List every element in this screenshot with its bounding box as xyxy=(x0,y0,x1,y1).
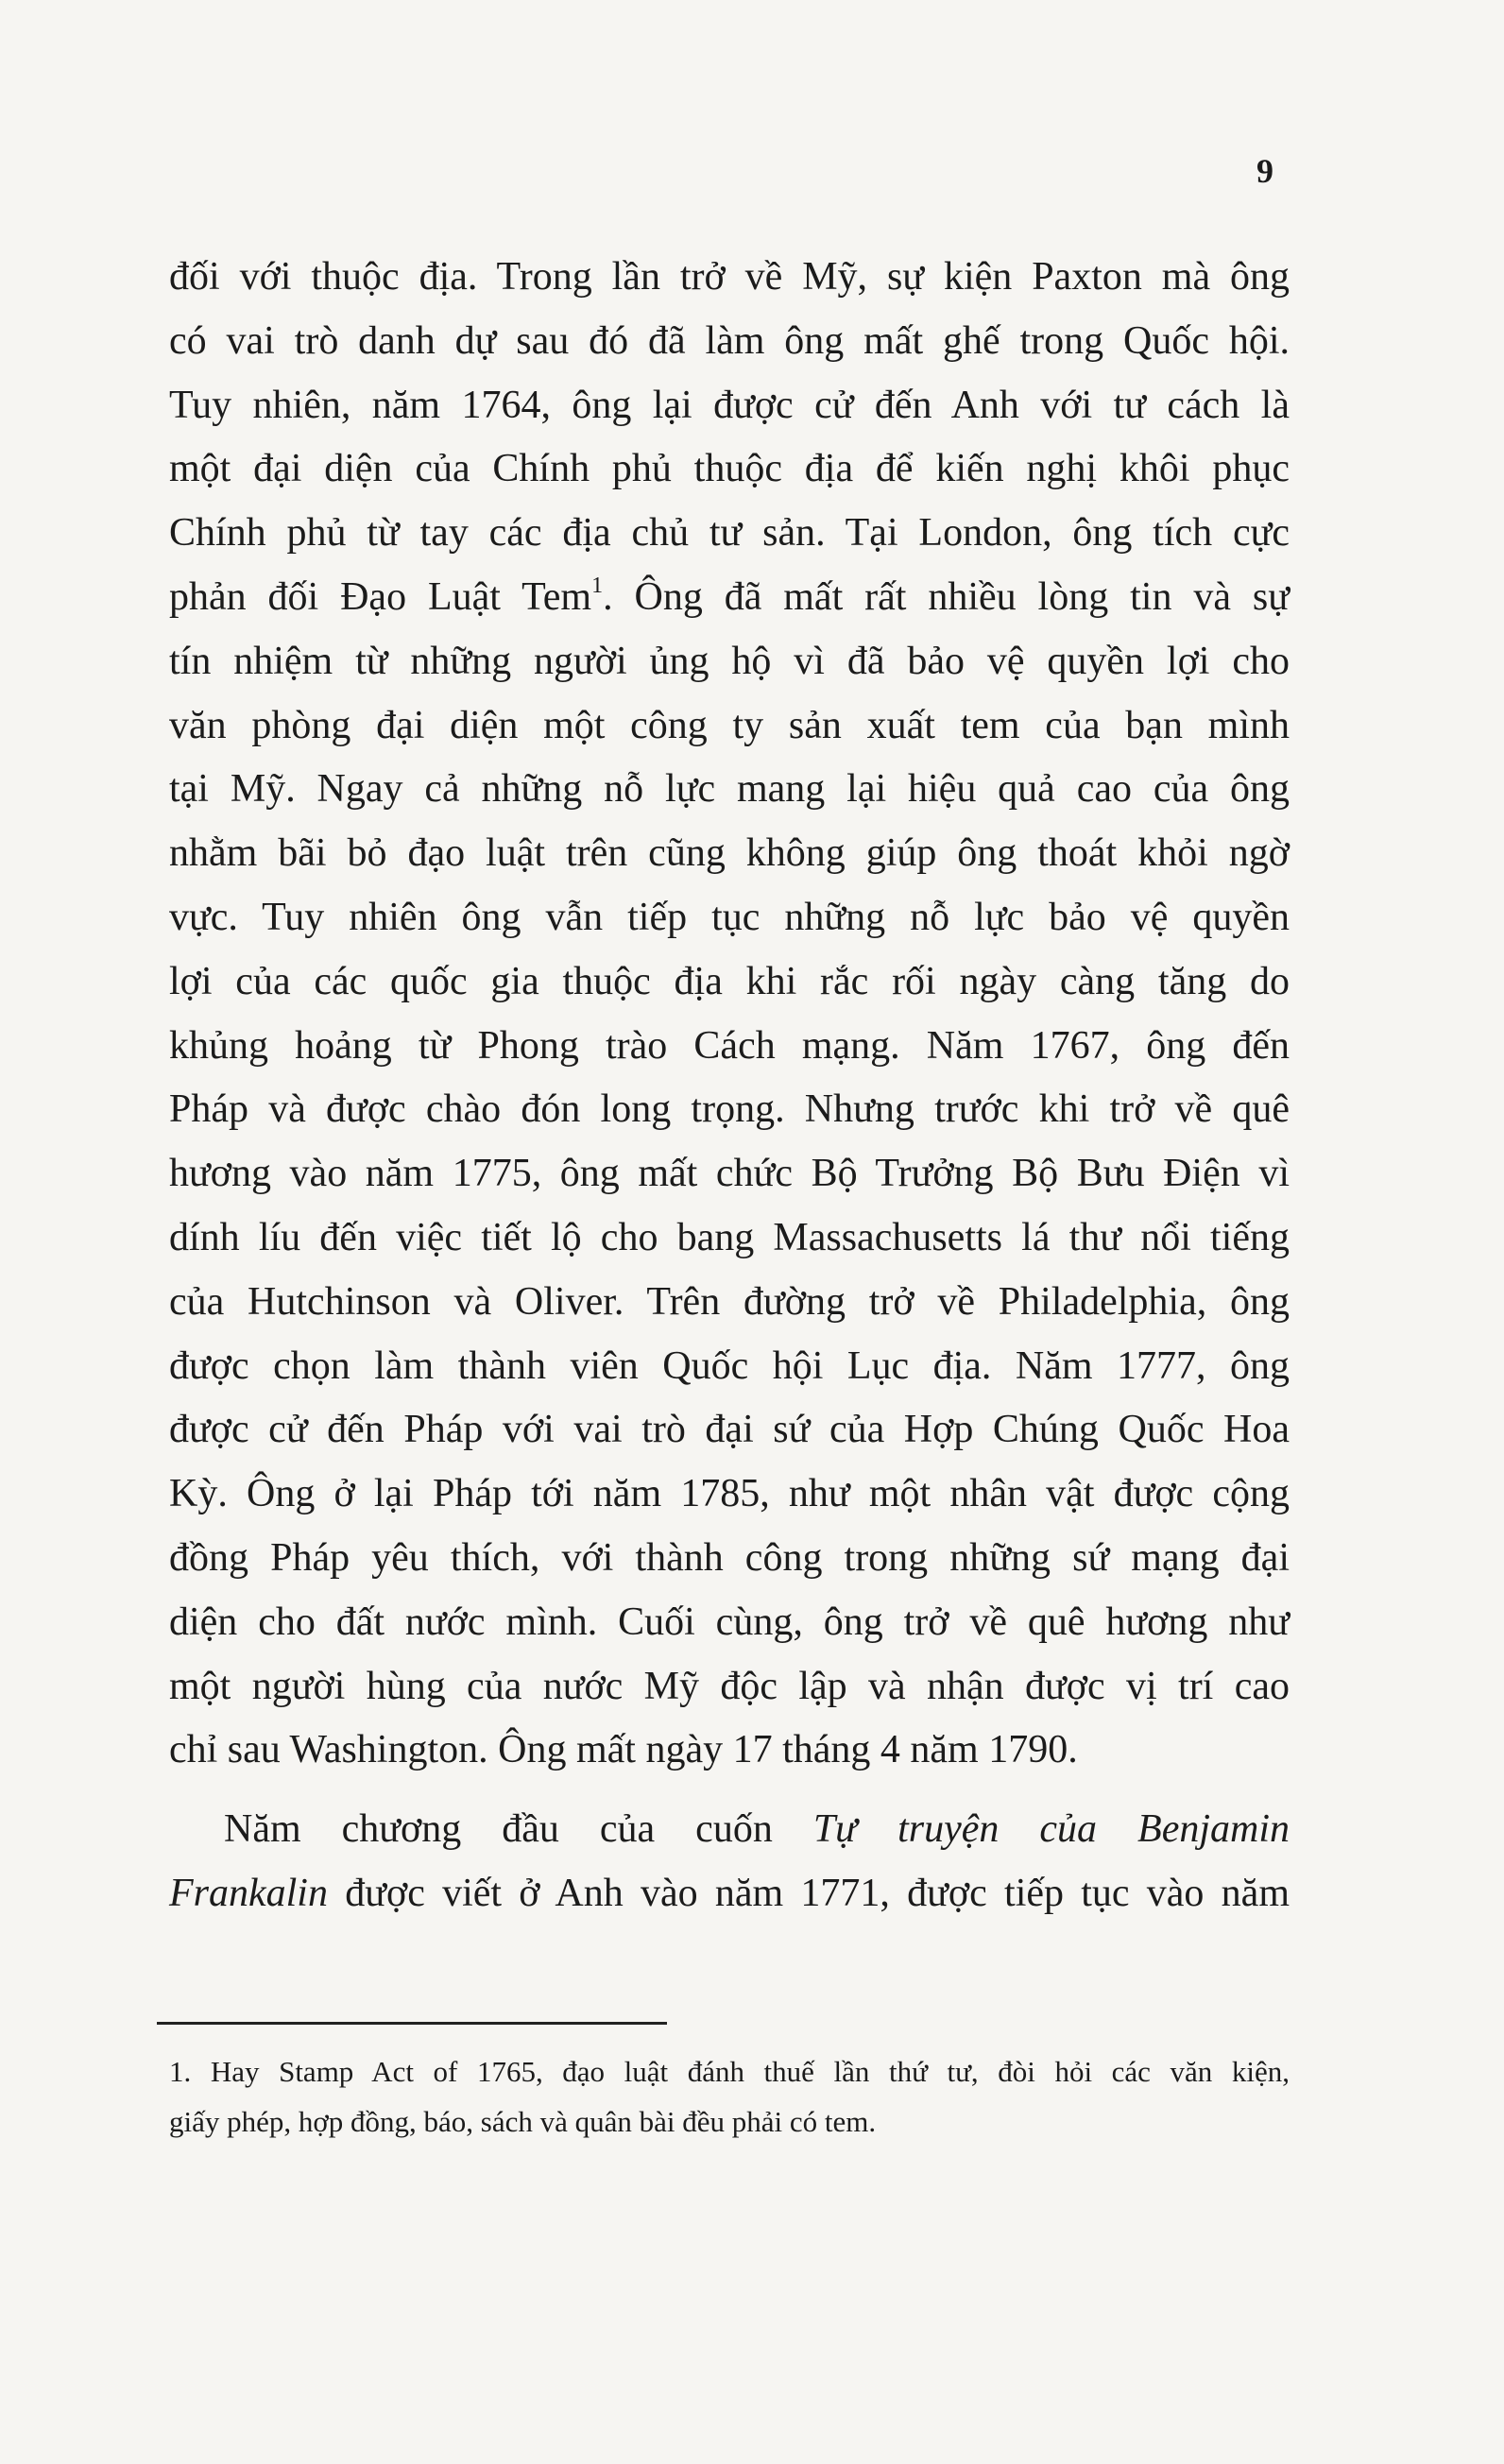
text-line: tín nhiệm từ những người ủng hộ vì đã bảo vệ quyền lợi cho xyxy=(169,639,1290,683)
text-segment: . Ông đã mất rất nhiều lòng tin và sự xyxy=(603,574,1290,619)
footnote-line: 1. Hay Stamp Act of 1765, đạo luật đánh thuế lần thứ tư, đòi hỏi các văn kiện, xyxy=(169,2055,1290,2088)
footnote-reference: 1 xyxy=(591,573,604,598)
text-line: khủng hoảng từ Phong trào Cách mạng. Năm 1767, ông đến xyxy=(169,1023,1290,1068)
text-line: hương vào năm 1775, ông mất chức Bộ Trưởng Bộ Bưu Điện vì xyxy=(169,1152,1290,1196)
text-line: lợi của các quốc gia thuộc địa khi rắc rối ngày càng tăng do xyxy=(169,959,1290,1003)
text-line: chỉ sau Washington. Ông mất ngày 17 tháng 4 năm 1790. xyxy=(169,1728,1078,1772)
text-line xyxy=(169,566,1290,630)
text-line: Kỳ. Ông ở lại Pháp tới năm 1785, như một nhân vật được cộng xyxy=(169,1472,1290,1516)
text-line: dính líu đến việc tiết lộ cho bang Massachusetts lá thư nổi tiếng xyxy=(169,1215,1290,1259)
text-line: diện cho đất nước mình. Cuối cùng, ông trở về quê hương như xyxy=(169,1600,1290,1644)
page-number: 9 xyxy=(1256,152,1273,190)
text-line xyxy=(169,1862,1290,1926)
text-line: Tuy nhiên, năm 1764, ông lại được cử đến Anh với tư cách là xyxy=(169,383,1290,427)
footnote-line: giấy phép, hợp đồng, báo, sách và quân bài đều phải có tem. xyxy=(169,2105,877,2138)
text-line: của Hutchinson và Oliver. Trên đường trở về Philadelphia, ông xyxy=(169,1279,1290,1324)
text-line: nhằm bãi bỏ đạo luật trên cũng không giúp ông thoát khỏi ngờ xyxy=(169,831,1290,876)
footnote xyxy=(169,2046,1290,2147)
text-line: một người hùng của nước Mỹ độc lập và nhận được vị trí cao xyxy=(169,1664,1290,1708)
text-line: được cử đến Pháp với vai trò đại sứ của Hợp Chúng Quốc Hoa xyxy=(169,1408,1290,1452)
paragraph-1 xyxy=(169,246,1290,1783)
book-title-italic: Frankalin xyxy=(169,1871,328,1915)
footnote-divider xyxy=(157,2022,667,2025)
text-line: tại Mỹ. Ngay cả những nỗ lực mang lại hiệu quả cao của ông xyxy=(169,767,1290,812)
book-title-italic: Tự truyện của Benjamin xyxy=(812,1807,1290,1851)
text-line xyxy=(169,1798,1290,1862)
text-segment: phản đối Đạo Luật Tem xyxy=(169,574,592,619)
paragraph-2 xyxy=(169,1798,1290,1926)
text-line: một đại diện của Chính phủ thuộc địa để kiến nghị khôi phục xyxy=(169,447,1290,491)
text-line: đồng Pháp yêu thích, với thành công trong những sứ mạng đại xyxy=(169,1535,1290,1580)
text-line: văn phòng đại diện một công ty sản xuất tem của bạn mình xyxy=(169,703,1290,747)
text-line: Pháp và được chào đón long trọng. Nhưng trước khi trở về quê xyxy=(169,1087,1290,1132)
text-line: đối với thuộc địa. Trong lần trở về Mỹ, sự kiện Paxton mà ông xyxy=(169,255,1290,299)
text-line: vực. Tuy nhiên ông vẫn tiếp tục những nỗ lực bảo vệ quyền xyxy=(169,895,1290,939)
text-segment: Năm chương đầu của cuốn xyxy=(224,1807,813,1851)
text-line: có vai trò danh dự sau đó đã làm ông mất ghế trong Quốc hội. xyxy=(169,318,1290,363)
text-line: Chính phủ từ tay các địa chủ tư sản. Tại London, ông tích cực xyxy=(169,511,1290,556)
text-line: được chọn làm thành viên Quốc hội Lục địa. Năm 1777, ông xyxy=(169,1343,1290,1388)
text-segment: được viết ở Anh vào năm 1771, được tiếp tục vào năm xyxy=(327,1871,1290,1915)
